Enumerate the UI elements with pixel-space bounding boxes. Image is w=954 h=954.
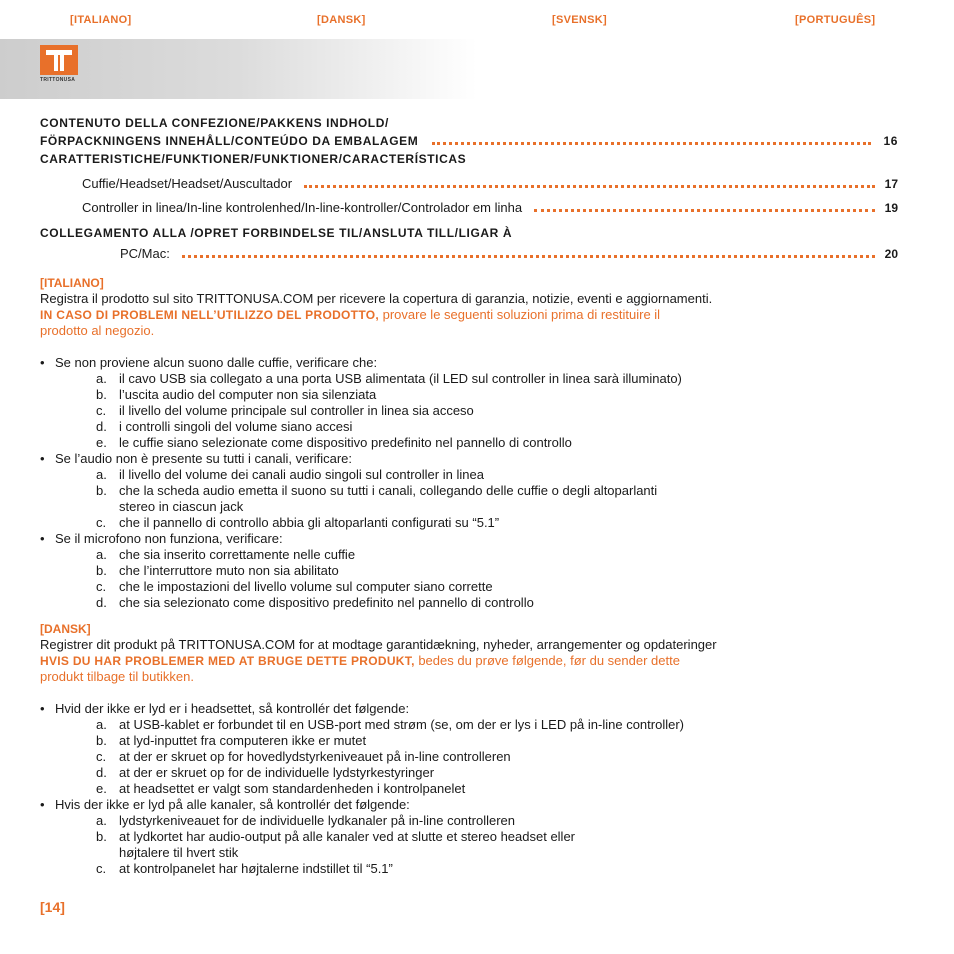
toc-page: 16 [883,134,898,148]
list-item: c. at kontrolpanelet har højtalerne indstillet til “5.1” [96,861,393,876]
troubleshoot-warning-cont: prodotto al negozio. [40,323,155,338]
nav-dansk[interactable]: [DANSK] [317,14,366,26]
toc-page: 17 [884,177,898,191]
list-item: b. l’uscita audio del computer non sia silenziata [96,387,377,402]
tritton-logo-icon [40,45,78,75]
logo-text: TRITTONUSA [40,77,76,83]
list-item: d. che sia selezionato come dispositivo predefinito nel pannello di controllo [96,595,534,610]
list-item: stereo in ciascun jack [119,499,244,514]
toc-page: 19 [884,201,898,215]
list-item: • Hvid der ikke er lyd er i headsettet, så kontrollér det følgende: [40,701,410,716]
toc-leader [534,208,875,212]
registration-text: Registrer dit produkt på TRITTONUSA.COM for at modtage garantidækning, nyheder, arrangementer og opdateringer [40,637,717,652]
list-item: • Se l’audio non è presente su tutti i canali, verificare: [40,451,353,466]
list-item: c. che le impostazioni del livello volume sul computer siano corrette [96,579,493,594]
toc-heading-contents: CONTENUTO DELLA CONFEZIONE/PAKKENS INDHOLD/ [40,116,389,130]
section-title-dansk: [DANSK] [40,622,91,636]
language-nav [0,14,954,28]
nav-italiano[interactable]: [ITALIANO] [70,14,132,26]
list-item: højtalere til hvert stik [119,845,239,860]
list-item: b. at lyd-inputtet fra computeren ikke er mutet [96,733,367,748]
toc-heading-features: CARATTERISTICHE/FUNKTIONER/FUNKTIONER/CARACTERÍSTICAS [40,152,467,166]
list-item: e. at headsettet er valgt som standardenheden i kontrolpanelet [96,781,466,796]
list-item: a. lydstyrkeniveauet for de individuelle lydkanaler på in-line controlleren [96,813,515,828]
toc-page: 20 [884,247,898,261]
list-item: c. il livello del volume principale sul controller in linea sia acceso [96,403,474,418]
toc-row-headset[interactable] [40,172,898,196]
toc-row-contents[interactable] [40,132,898,150]
toc-row-controller[interactable] [40,196,898,220]
troubleshoot-warning: HVIS DU HAR PROBLEMER MED AT BRUGE DETTE PRODUKT, bedes du prøve følgende, før du sender dette [40,653,680,668]
list-item: c. che il pannello di controllo abbia gli altoparlanti configurati su “5.1” [96,515,500,530]
list-item: b. che la scheda audio emetta il suono su tutti i canali, collegando delle cuffie o degli altoparlanti [96,483,658,498]
header-band [0,39,954,99]
toc-row-pcmac[interactable] [40,242,898,266]
list-item: a. il cavo USB sia collegato a una porta USB alimentata (il LED sul controller in linea sarà illuminato) [96,371,682,386]
registration-text: Registra il prodotto sul sito TRITTONUSA.COM per ricevere la copertura di garanzia, notizie, eventi e aggiornamenti. [40,291,713,306]
toc-leader [432,141,871,145]
main-content [40,275,920,877]
table-of-contents [40,114,898,266]
toc-label: Controller in linea/In-line kontrolenhed/In-line-kontroller/Controlador em linha [82,200,523,215]
list-item: • Hvis der ikke er lyd på alle kanaler, så kontrollér det følgende: [40,797,410,812]
toc-heading-connect: COLLEGAMENTO ALLA /OPRET FORBINDELSE TIL/ANSLUTA TILL/LIGAR À [40,226,513,240]
list-item: b. che l’interruttore muto non sia abilitato [96,563,339,578]
list-item: c. at der er skruet op for hovedlydstyrkeniveauet på in-line controlleren [96,749,511,764]
list-item: d. i controlli singoli del volume siano accesi [96,419,353,434]
nav-portugues[interactable]: [PORTUGUÊS] [795,14,876,26]
list-item: e. le cuffie siano selezionate come dispositivo predefinito nel pannello di controllo [96,435,572,450]
tritton-logo [40,45,78,83]
list-item: a. che sia inserito correttamente nelle cuffie [96,547,356,562]
toc-heading-contents-2: FÖRPACKNINGENS INNEHÅLL/CONTEÚDO DA EMBALAGEM [40,134,419,148]
troubleshoot-warning-cont: produkt tilbage til butikken. [40,669,194,684]
list-item: a. at USB-kablet er forbundet til en USB-port med strøm (se, om der er lys i LED på in-line controller) [96,717,684,732]
troubleshoot-warning: IN CASO DI PROBLEMI NELL’UTILIZZO DEL PRODOTTO, provare le seguenti soluzioni prima di restituire il [40,307,661,322]
list-item: • Se il microfono non funziona, verificare: [40,531,283,546]
toc-leader [304,184,875,188]
toc-leader [182,254,875,258]
list-item: b. at lydkortet har audio-output på alle kanaler ved at slutte et stereo headset eller [96,829,576,844]
list-item: d. at der er skruet op for de individuelle lydstyrkestyringer [96,765,435,780]
toc-label: PC/Mac: [120,246,170,261]
list-item: • Se non proviene alcun suono dalle cuffie, verificare che: [40,355,378,370]
section-title-italiano: [ITALIANO] [40,276,104,290]
list-item: a. il livello del volume dei canali audio singoli sul controller in linea [96,467,484,482]
nav-svensk[interactable]: [SVENSK] [552,14,607,26]
toc-label: Cuffie/Headset/Headset/Auscultador [82,176,293,191]
page-number: [14] [40,899,65,915]
